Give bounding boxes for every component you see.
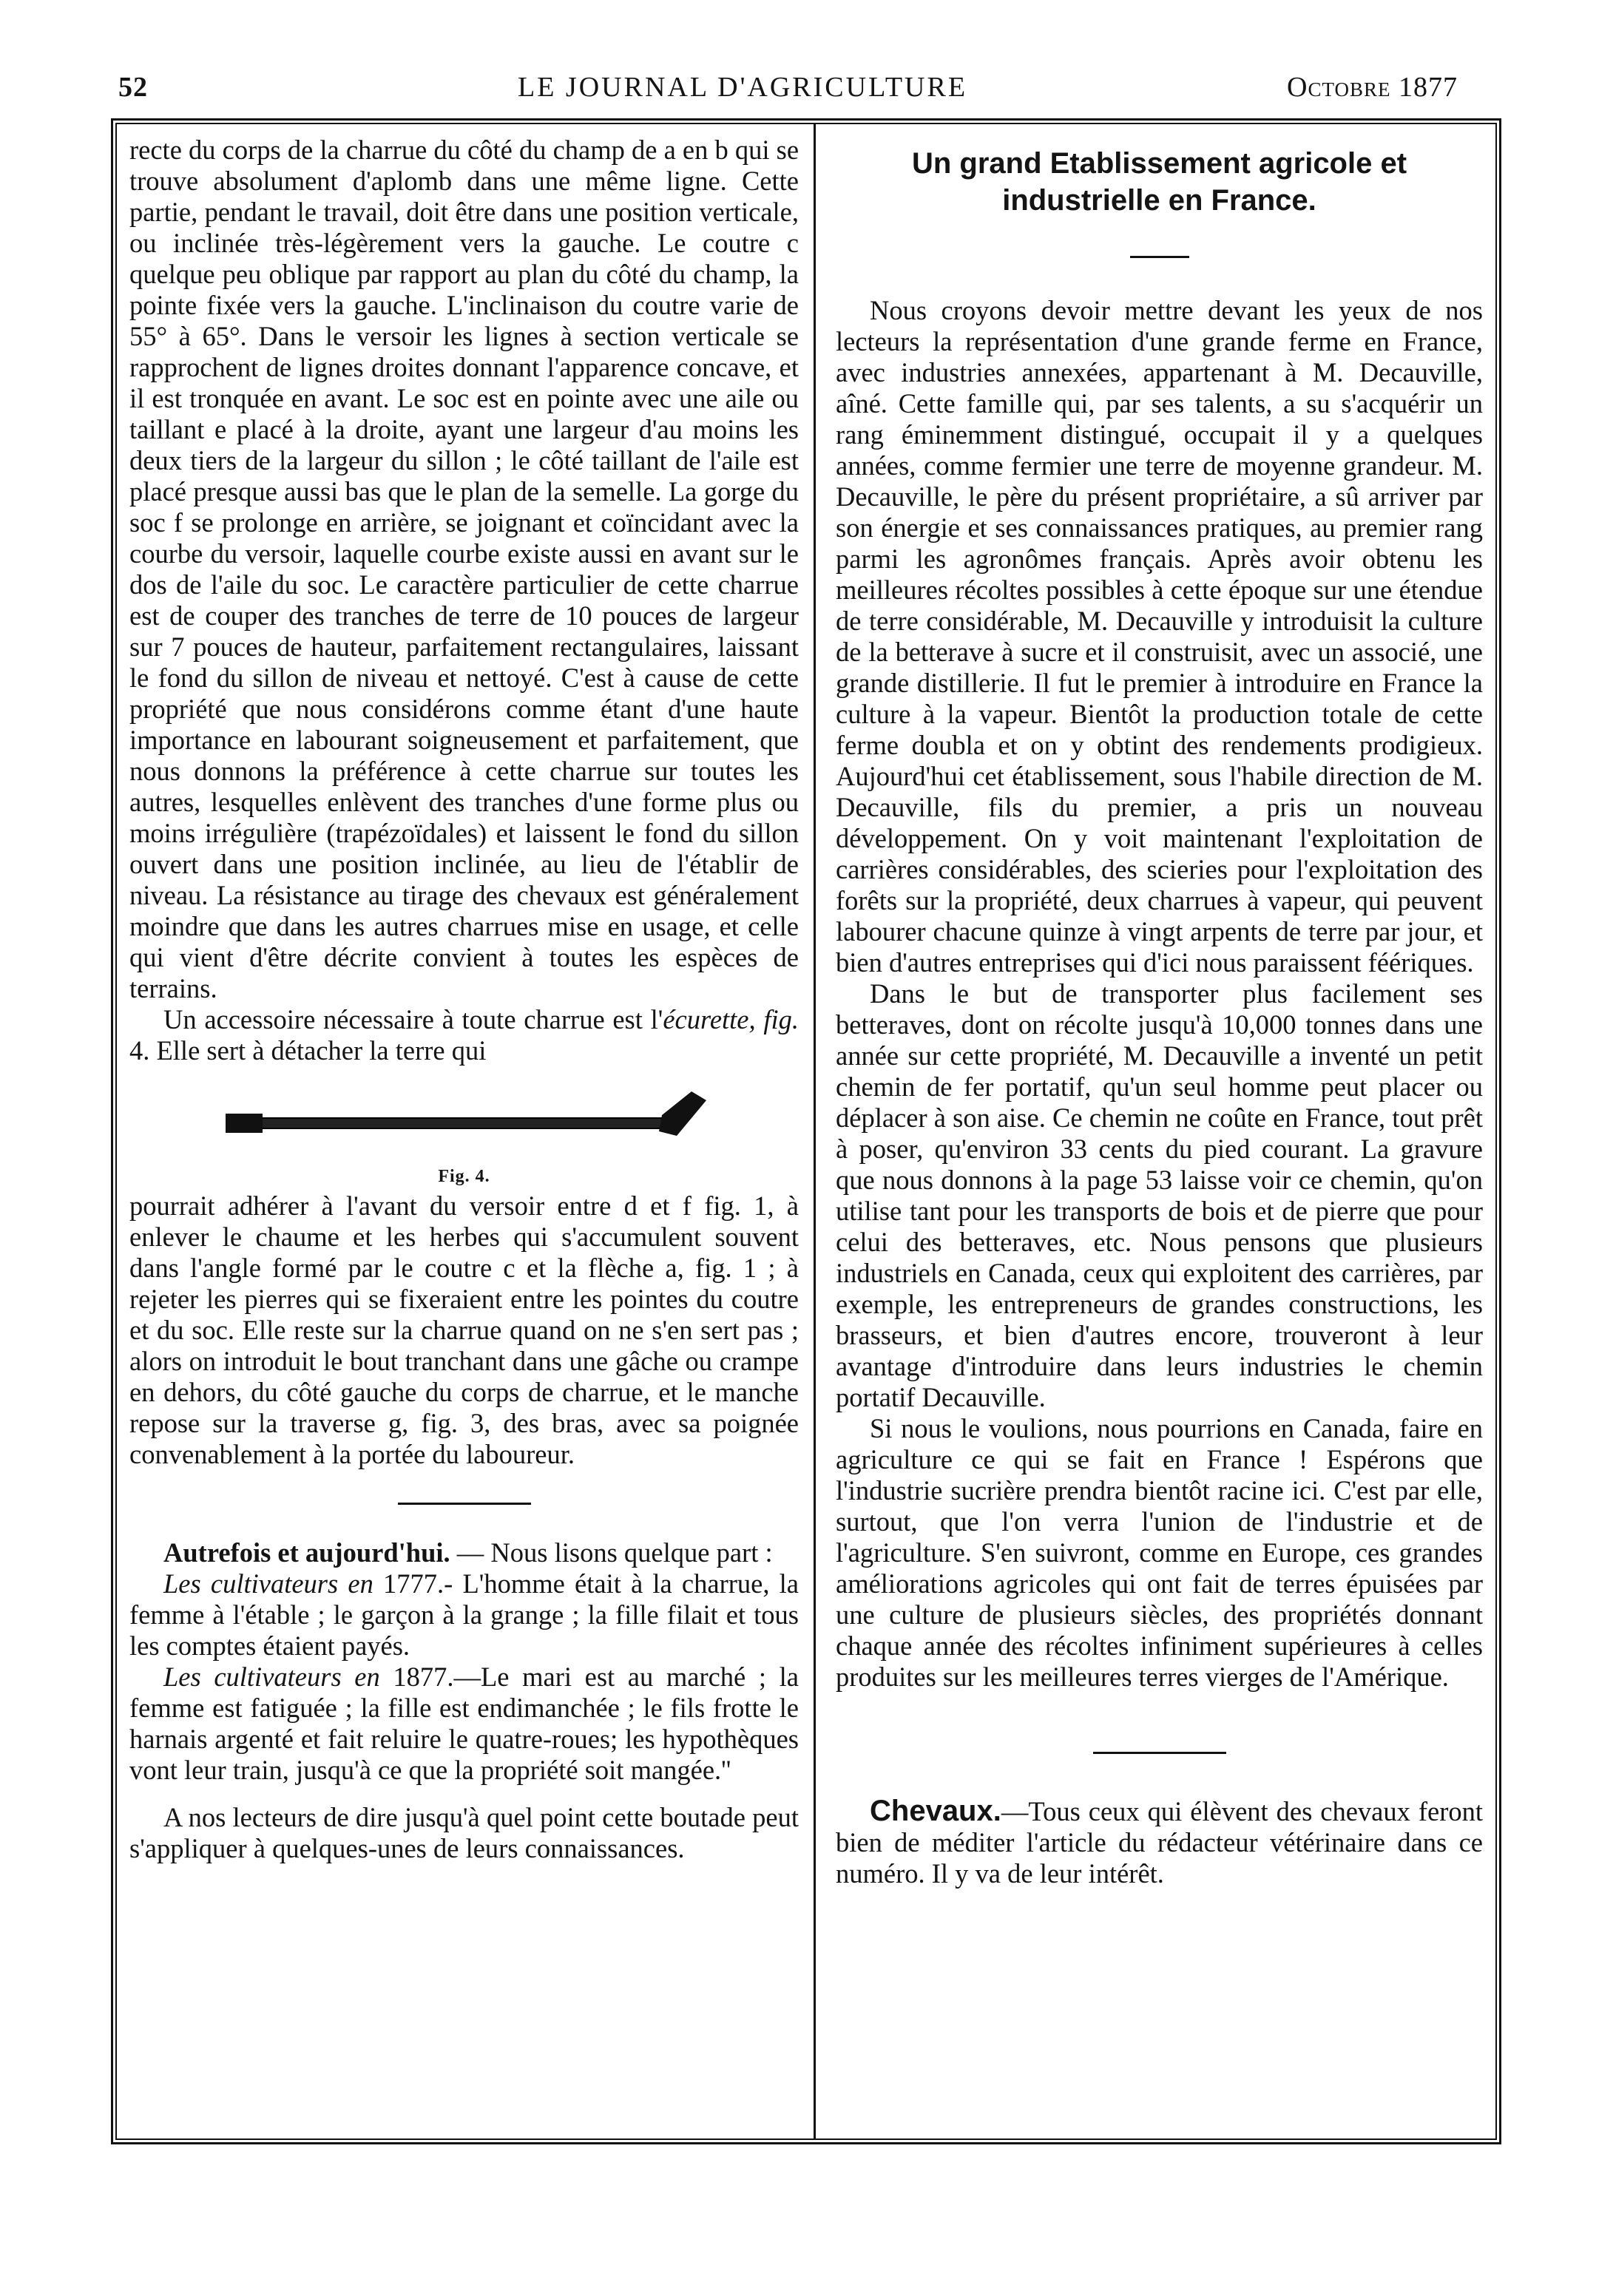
decauville-paragraph-2: Dans le but de transporter plus facilement ses betteraves, dont on récolte jusqu'à 10,000 tonnes dans une année sur cette propriété, M. Decauville a inventé un petit chemin de fer portatif, qu'un seul homme peut placer ou déplacer à son aise. Ce chemin ne coûte en France, tout prêt à poser, qu'environ 33 cents du pied courant. La gravure que nous donnons à la page 53 laisse voir ce chemin, qu'on utilise tant pour les transports de bois et de pierre que pour celui des betteraves, etc. Nous pensons que plusieurs industriels en Canada, ceux qui exploitent des carrières, par exemple, les entrepreneurs de grandes constructions, les brasseurs, et bien d'autres encore, trouveront à leur avantage d'introduire dans leurs industries le chemin portatif Decauville. xyxy=(836,978,1483,1412)
autrefois-text: — Nous lisons quelque part : xyxy=(450,1537,773,1568)
cultivators-1877-text: 1877.—Le mari est au marché ; la femme est fatiguée ; la fille est endimanchée ; le fils frotte le harnais argenté et fait reluire le quatre-roues; les hypothèques vont leur train, jusqu'à ce que la propriété soit mangée.'' xyxy=(129,1662,799,1785)
cultivators-1777-label: Les cultivateurs en xyxy=(163,1568,373,1599)
ecurette-intro-paragraph xyxy=(129,1004,799,1066)
journal-title: LE JOURNAL D'AGRICULTURE xyxy=(518,72,968,103)
ecurette-illustration xyxy=(218,1086,721,1159)
cultivators-1877-label: Les cultivateurs en xyxy=(163,1662,380,1692)
left-column xyxy=(129,135,799,1864)
ecurette-usage-paragraph: pourrait adhérer à l'avant du versoir entre d et f fig. 1, à enlever le chaume et les herbes qui s'accumulent souvent dans l'angle formé par le coutre c et la flèche a, fig. 1 ; à rejeter les pierres qui se fixeraient entre les pointes du coutre et du soc. Elle reste sur la charrue quand on ne s'en sert pas ; alors on introduit le bout tranchant dans une gâche ou crampe en dehors, du côté gauche du corps de charrue, et le manche repose sur la traverse g, fig. 3, des bras, avec sa poignée convenablement à la portée du laboureur. xyxy=(129,1191,799,1469)
title-divider xyxy=(1130,256,1189,258)
column-divider xyxy=(814,124,816,2138)
cultivators-1877-paragraph xyxy=(129,1662,799,1786)
section-divider xyxy=(1093,1752,1226,1754)
page-number: 52 xyxy=(118,72,148,103)
plough-description-paragraph: recte du corps de la charrue du côté du champ de a en b qui se trouve absolument d'aplomb dans une même ligne. Cette partie, pendant le travail, doit être dans une position verticale, ou inclinée très-légèrement vers la gauche. Le coutre c quelque peu oblique par rapport au plan du côté du champ, la pointe fixée vers la gauche. L'inclinaison du coutre varie de 55° à 65°. Dans le versoir les lignes à section verticale se rapprochent de lignes droites donnant l'apparence concave, et il est tronquée en avant. Le soc est en pointe avec une aile ou taillant e placé à la droite, ayant une largeur d'au moins les deux tiers de la largeur du sillon ; le côté taillant de l'aile est placé presque aussi bas que le plan de la semelle. La gorge du soc f se prolonge en arrière, se joignant et coïncidant avec la courbe du versoir, laquelle courbe existe aussi en avant sur le dos de l'aile du soc. Le caractère particulier de cette charrue est de couper des tranches de terre de 10 pouces de largeur sur 7 pouces de hauteur, parfaitement rectangulaires, laissant le fond du sillon de niveau et nettoyé. C'est à cause de cette propriété que nous considérons comme étant d'une haute importance en labourant soigneusement et parfaitement, que nous donnons la préférence à cette charrue sur toutes les autres, lesquelles enlèvent des tranches d'une forme plus ou moins irrégulière (trapézoïdales) et laissent le fond du sillon ouvert dans une position inclinée, au lieu de l'établir de niveau. La résistance au tirage des chevaux est généralement moindre que dans les autres charrues mise en usage, et celle qui vient d'être décrite convient à toutes les espèces de terrains. xyxy=(129,135,799,1003)
figure-caption: Fig. 4. xyxy=(438,1167,490,1186)
issue-date: Octobre 1877 xyxy=(1287,72,1458,103)
chevaux-heading: Chevaux. xyxy=(870,1795,1001,1827)
cultivators-1777-text: 1777.- L'homme était à la charrue, la femme à l'étable ; le garçon à la grange ; la fille filait et tous les comptes étaient payés. xyxy=(129,1568,799,1661)
figure-4 xyxy=(129,1080,799,1191)
article-title: Un grand Etablissement agricole et industrielle en France. xyxy=(911,147,1407,217)
chevaux-paragraph xyxy=(836,1795,1483,1889)
ecurette-italic: écurette, fig. xyxy=(663,1004,799,1034)
ecurette-text-a: Un accessoire nécessaire à toute charrue est l' xyxy=(163,1004,663,1034)
closing-paragraph: A nos lecteurs de dire jusqu'à quel point cette boutade peut s'appliquer à quelques-unes de leurs connaissances. xyxy=(129,1802,799,1863)
chevaux-text: —Tous ceux qui élèvent des chevaux feront bien de méditer l'article du rédacteur vétérinaire dans ce numéro. Il y va de leur intérêt. xyxy=(836,1796,1483,1889)
section-divider xyxy=(398,1503,531,1505)
autrefois-paragraph xyxy=(129,1537,799,1568)
right-column xyxy=(836,135,1483,1889)
autrefois-heading: Autrefois et aujourd'hui. xyxy=(163,1537,450,1568)
cultivators-1777-paragraph xyxy=(129,1568,799,1662)
decauville-paragraph-1: Nous croyons devoir mettre devant les yeux de nos lecteurs la représentation d'une grande ferme en France, avec industries annexées, appartenant à M. Decauville, aîné. Cette famille qui, par ses talents, a su s'acquérir un rang éminemment distingué, occupait il y a quelques années, comme fermier une terre de moyenne grandeur. M. Decauville, le père du présent propriétaire, a sû arriver par son énergie et ses connaissances pratiques, au premier rang parmi les agronômes français. Après avoir obtenu les meilleures récoltes possibles à cette époque sur une étendue de terre considérable, M. Decauville y introduisit la culture de la betterave à sucre et il construisit, avec un associé, une grande distillerie. Il fut le premier à introduire en France la culture à la vapeur. Bientôt la production totale de cette ferme doubla et on y obtint des rendements prodigieux. Aujourd'hui cet établissement, sous l'habile direction de M. Decauville, fils du premier, a pris un nouveau développement. On y voit maintenant l'exploitation de carrières considérables, des scieries pour l'exploitation des forêts sur la propriété, deux charrues à vapeur, qui peuvent labourer chacune quinze à vingt arpents de terre par jour, et bien d'autres entreprises qui d'ici nous paraissent féériques. xyxy=(836,295,1483,978)
ecurette-text-b: 4. Elle sert à détacher la terre qui xyxy=(129,1035,487,1066)
page-header xyxy=(111,71,1501,115)
decauville-paragraph-3: Si nous le voulions, nous pourrions en Canada, faire en agriculture ce qui se fait en France ! Espérons que l'industrie sucrière prendra bientôt racine ici. C'est par elle, surtout, que l'on verra l'union de l'industrie et de l'agriculture. S'en suivront, comme en Europe, ces grandes améliorations agricoles qui ont fait de terres épuisées par une culture de plusieurs siècles, des propriétés donnant chaque année des récoltes infiniment supérieures à celles produites sur les meilleures terres vierges de l'Amérique. xyxy=(836,1413,1483,1692)
